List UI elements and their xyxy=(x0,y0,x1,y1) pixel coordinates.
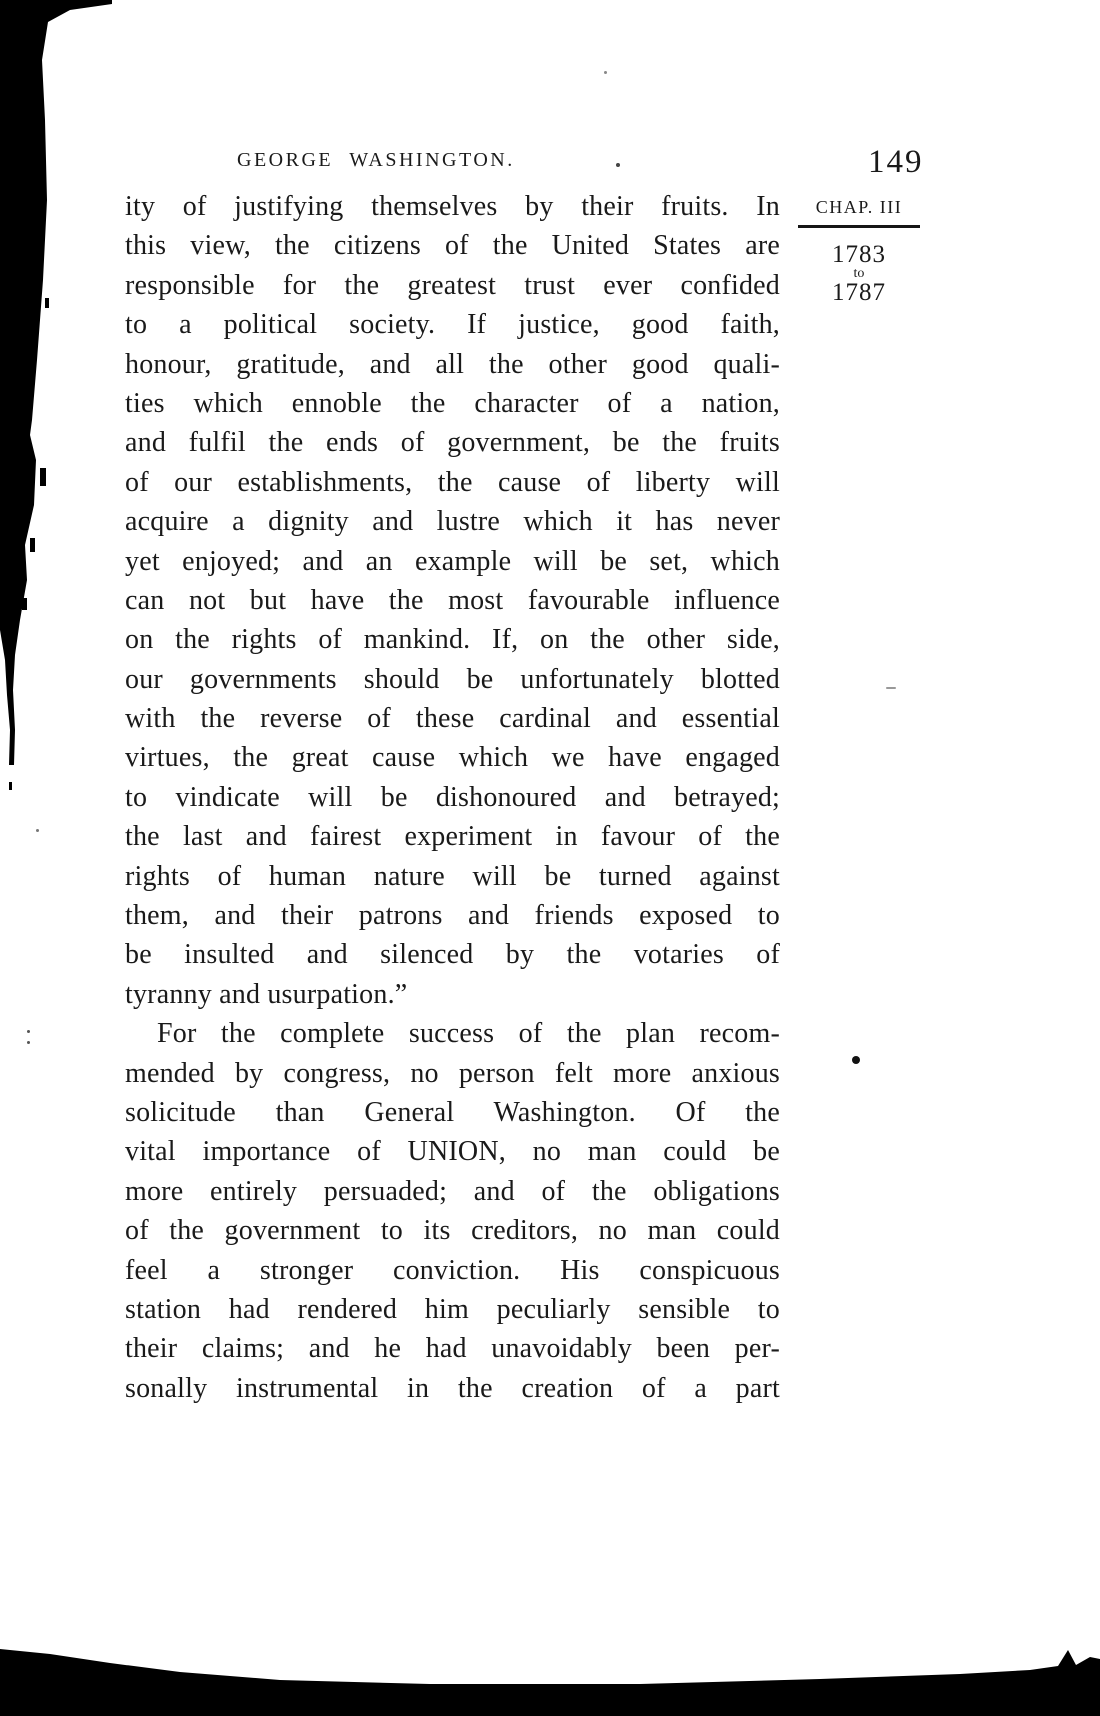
text-line: ties which ennoble the character of a nation, xyxy=(125,387,780,419)
text-line: responsible for the greatest trust ever confided xyxy=(125,269,780,301)
text-line: yet enjoyed; and an example will be set, which xyxy=(125,545,780,577)
ink-speck xyxy=(27,1030,30,1033)
text-line: them, and their patrons and friends exposed to xyxy=(125,900,780,932)
text-line: and fulfil the ends of government, be the fruits xyxy=(125,427,780,459)
date-to: 1787 xyxy=(832,279,886,306)
text-line: vital importance of UNION, no man could be xyxy=(125,1136,780,1168)
ink-speck xyxy=(852,1056,860,1064)
text-line: to a political society. If justice, good faith, xyxy=(125,309,780,341)
date-connector: to xyxy=(853,266,865,281)
text-line: sonally instrumental in the creation of a part xyxy=(125,1372,780,1404)
left-band-speckle xyxy=(22,598,27,610)
ink-speck xyxy=(27,1041,30,1044)
date-from: 1783 xyxy=(832,241,886,268)
text-line: tyranny and usurpation.” xyxy=(125,978,408,1010)
text-line: with the reverse of these cardinal and essential xyxy=(125,703,780,735)
left-band-speckle xyxy=(30,538,35,552)
text-line: can not but have the most favourable influence xyxy=(125,584,780,616)
text-line: honour, gratitude, and all the other good quali- xyxy=(125,348,780,380)
ink-speck xyxy=(886,687,896,689)
text-line: mended by congress, no person felt more anxious xyxy=(125,1057,780,1089)
left-band-speckle xyxy=(9,782,12,790)
text-line: of the government to its creditors, no man could xyxy=(125,1215,780,1247)
margin-note xyxy=(798,197,920,307)
text-line: on the rights of mankind. If, on the other side, xyxy=(125,624,780,656)
page-number: 149 xyxy=(868,144,924,180)
text-line: of our establishments, the cause of liberty will xyxy=(125,466,780,498)
text-line: their claims; and he had unavoidably been per- xyxy=(125,1333,780,1365)
text-line: the last and fairest experiment in favour of the xyxy=(125,821,780,853)
text-line: station had rendered him peculiarly sensible to xyxy=(125,1293,780,1325)
text-line: be insulted and silenced by the votaries of xyxy=(125,939,780,971)
bottom-edge-scan-band xyxy=(0,1649,1100,1716)
ink-speck xyxy=(36,829,39,832)
left-edge-scan-band xyxy=(0,0,112,765)
text-line: ity of justifying themselves by their fruits. In xyxy=(125,191,780,222)
margin-rule xyxy=(798,225,920,228)
text-line: feel a stronger conviction. His conspicuous xyxy=(125,1254,780,1286)
text-line: this view, the citizens of the United States are xyxy=(125,230,780,262)
text-line: acquire a dignity and lustre which it has never xyxy=(125,506,780,538)
running-header-title: GEORGE WASHINGTON. xyxy=(237,149,515,171)
left-band-speckle xyxy=(45,298,49,308)
ink-speck xyxy=(616,163,620,167)
chapter-label: CHAP. III xyxy=(815,197,903,217)
text-line: more entirely persuaded; and of the obligations xyxy=(125,1175,780,1207)
body-text xyxy=(125,187,780,1408)
text-line: solicitude than General Washington. Of the xyxy=(125,1096,780,1128)
text-line: our governments should be unfortunately blotted xyxy=(125,663,780,695)
ink-speck xyxy=(604,71,607,74)
text-line: rights of human nature will be turned against xyxy=(125,860,780,892)
text-line: virtues, the great cause which we have engaged xyxy=(125,742,780,774)
left-band-speckle xyxy=(40,468,46,486)
text-line: For the complete success of the plan recom- xyxy=(157,1018,780,1050)
text-line: to vindicate will be dishonoured and betrayed; xyxy=(125,781,780,813)
